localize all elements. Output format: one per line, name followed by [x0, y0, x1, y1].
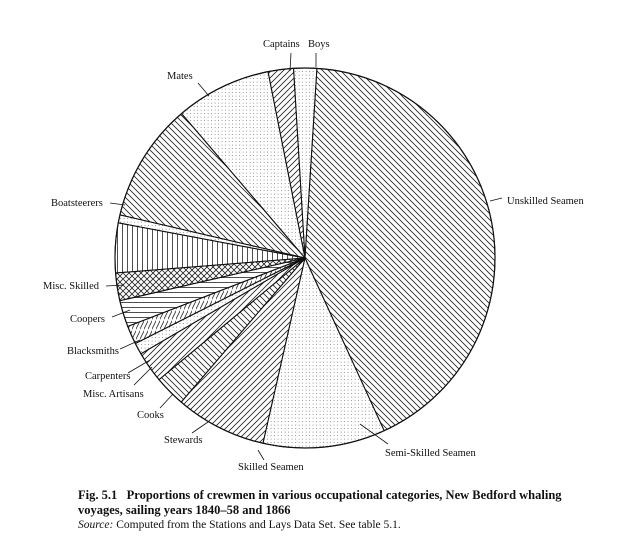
slice-label-misc-artisans: Misc. Artisans — [83, 389, 144, 400]
caption-title — [78, 488, 598, 518]
slice-label-semi-skilled-seamen: Semi-Skilled Seamen — [385, 448, 476, 459]
leader-line-carpenters — [128, 360, 150, 373]
slice-label-stewards: Stewards — [164, 435, 203, 446]
leader-line-misc-artisans — [134, 367, 152, 385]
slice-label-skilled-seamen: Skilled Seamen — [238, 462, 304, 473]
slice-label-unskilled-seamen: Unskilled Seamen — [507, 196, 584, 207]
leader-line-mates — [198, 83, 209, 96]
source-text: Computed from the Stations and Lays Data Set. See table 5.1. — [116, 519, 401, 531]
caption-source — [78, 518, 598, 533]
slice-label-boatsteerers: Boatsteerers — [51, 198, 103, 209]
leader-line-unskilled-seamen — [490, 198, 502, 201]
caption-text: Proportions of crewmen in various occupational categories, New Bedford whaling voyages, sailing years 1840–58 and 1866 — [78, 488, 562, 517]
slice-label-cooks: Cooks — [137, 410, 164, 421]
pie-slices — [115, 68, 495, 448]
source-label: Source: — [78, 519, 114, 531]
leader-line-cooks — [160, 394, 173, 408]
slice-label-mates: Mates — [167, 71, 193, 82]
leader-line-skilled-seamen — [258, 450, 264, 460]
slice-label-blacksmiths: Blacksmiths — [67, 346, 119, 357]
leader-line-stewards — [192, 422, 208, 433]
figure-label: Fig. 5.1 — [78, 488, 118, 502]
slice-label-coopers: Coopers — [70, 314, 105, 325]
slice-label-boys: Boys — [308, 39, 330, 50]
slice-label-captains: Captains — [263, 39, 300, 50]
slice-label-carpenters: Carpenters — [85, 371, 131, 382]
slice-label-misc-skilled: Misc. Skilled — [43, 281, 100, 292]
figure-caption — [78, 488, 598, 533]
